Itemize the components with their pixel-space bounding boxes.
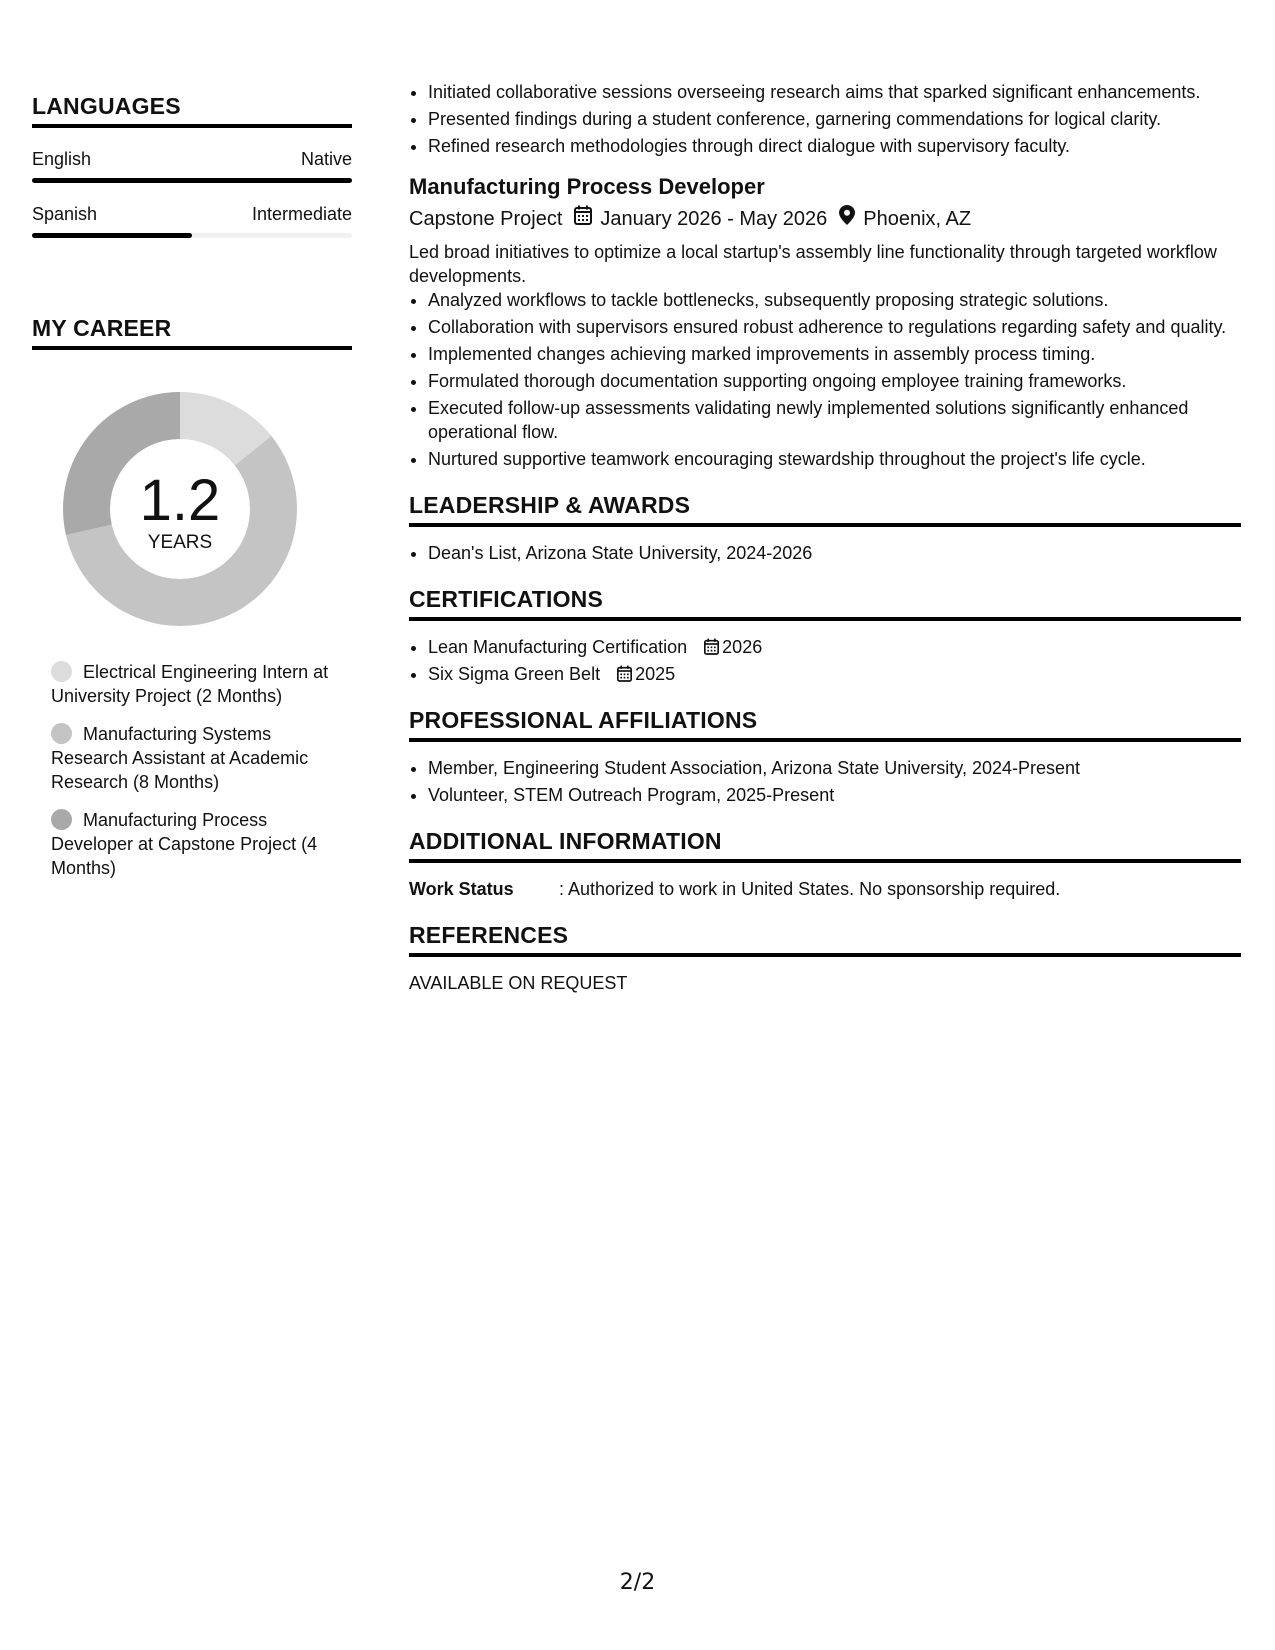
bullet-item: • Nurtured supportive teamwork encouraging stewardship throughout the project's life cycle. xyxy=(428,447,1241,471)
bullet-item: • Executed follow-up assessments validating newly implemented solutions significantly enhanced operational flow. xyxy=(428,396,1241,444)
certification-item xyxy=(428,635,1241,659)
language-name: English xyxy=(32,149,92,169)
bullet-item: • Dean's List, Arizona State University, 2024-2026 xyxy=(428,541,1241,565)
languages-heading: LANGUAGES xyxy=(32,92,352,128)
language-level: Native xyxy=(300,149,352,169)
references-heading: REFERENCES xyxy=(409,921,1241,957)
bullet-item: • Implemented changes achieving marked improvements in assembly process timing. xyxy=(428,342,1241,366)
job-location: Phoenix, AZ xyxy=(863,207,972,230)
job-meta xyxy=(409,205,1241,232)
bullet-item: • Initiated collaborative sessions overseeing research aims that sparked significant enhancements. xyxy=(428,80,1241,104)
additional-info-section xyxy=(409,827,1241,901)
language-item xyxy=(32,148,352,183)
job-summary: Led broad initiatives to optimize a local startup's assembly line functionality through targeted workflow developments. xyxy=(409,242,1217,286)
certification-year: 2025 xyxy=(635,664,676,684)
legend-dot xyxy=(51,723,72,744)
additional-info-heading: ADDITIONAL INFORMATION xyxy=(409,827,1241,863)
bullet-item: • Refined research methodologies through direct dialogue with supervisory faculty. xyxy=(428,134,1241,158)
legend-label: Manufacturing Process Developer at Capstone Project (4 Months) xyxy=(51,810,318,878)
page-number: 2/2 xyxy=(619,1570,656,1595)
language-item xyxy=(32,203,352,238)
main-content xyxy=(409,80,1241,995)
references-text: AVAILABLE ON REQUEST xyxy=(409,973,628,993)
bullet-item: • Presented findings during a student conference, garnering commendations for logical clarity. xyxy=(428,107,1241,131)
language-proficiency-fill xyxy=(32,233,192,238)
career-legend-item xyxy=(51,660,341,708)
certification-year: 2026 xyxy=(722,637,763,657)
previous-job-bullets xyxy=(409,80,1241,158)
calendar-icon xyxy=(617,665,632,682)
legend-label: Electrical Engineering Intern at University Project (2 Months) xyxy=(51,662,329,706)
bullet-item: • Collaboration with supervisors ensured robust adherence to regulations regarding safety and quality. xyxy=(428,315,1241,339)
bullet-item: • Analyzed workflows to tackle bottlenecks, subsequently proposing strategic solutions. xyxy=(428,288,1241,312)
affiliations-heading: PROFESSIONAL AFFILIATIONS xyxy=(409,706,1241,742)
career-legend-item xyxy=(51,722,341,794)
bullet-item: • Volunteer, STEM Outreach Program, 2025-Present xyxy=(428,783,1241,807)
work-status-label: Work Status xyxy=(409,879,514,899)
career-heading: MY CAREER xyxy=(32,314,352,350)
references-section xyxy=(409,921,1241,995)
calendar-icon xyxy=(704,638,719,655)
leadership-heading: LEADERSHIP & AWARDS xyxy=(409,491,1241,527)
career-legend xyxy=(51,660,341,880)
certifications-heading: CERTIFICATIONS xyxy=(409,585,1241,621)
language-proficiency-fill xyxy=(32,178,352,183)
job-title: Manufacturing Process Developer xyxy=(409,174,765,199)
sidebar xyxy=(32,92,352,894)
work-status-value: : Authorized to work in United States. No sponsorship required. xyxy=(559,879,1061,899)
affiliations-section xyxy=(409,706,1241,807)
map-pin-icon xyxy=(839,205,855,232)
certification-item xyxy=(428,662,1241,686)
bullet-item: • Member, Engineering Student Association, Arizona State University, 2024-Present xyxy=(428,756,1241,780)
language-level: Intermediate xyxy=(251,204,352,224)
legend-label: Manufacturing Systems Research Assistant at Academic Research (8 Months) xyxy=(51,724,309,792)
career-legend-item xyxy=(51,808,341,880)
job-company: Capstone Project xyxy=(409,207,563,230)
language-name: Spanish xyxy=(32,204,98,224)
certifications-section xyxy=(409,585,1241,686)
bullet-item: • Formulated thorough documentation supporting ongoing employee training frameworks. xyxy=(428,369,1241,393)
language-proficiency-bar xyxy=(32,178,352,183)
calendar-icon xyxy=(574,205,592,232)
job-dates: January 2026 - May 2026 xyxy=(600,207,828,230)
certification-name: Six Sigma Green Belt xyxy=(428,664,601,684)
leadership-section xyxy=(409,491,1241,565)
job-bullets xyxy=(409,288,1241,471)
certification-name: Lean Manufacturing Certification xyxy=(428,637,688,657)
legend-dot xyxy=(51,661,72,682)
legend-dot xyxy=(51,809,72,830)
career-donut-chart xyxy=(55,384,305,634)
career-total-unit: YEARS xyxy=(147,532,213,553)
career-total-years: 1.2 xyxy=(139,468,221,533)
language-proficiency-bar xyxy=(32,233,352,238)
